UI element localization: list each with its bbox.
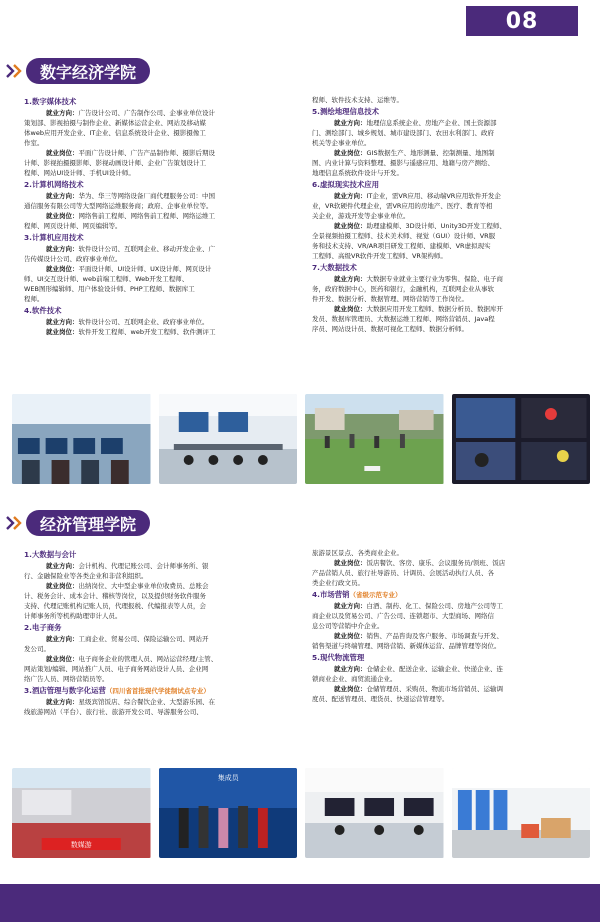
- logistics-warehouse-photo: [452, 768, 591, 858]
- text-line: [312, 95, 584, 105]
- text-line: [24, 634, 296, 644]
- field-text: 工程师、高级VR软件开发工程师、VR架构师。: [312, 252, 447, 260]
- program-heading: [24, 232, 296, 244]
- field-text: 门、测绘部门、城乡规划、城市建设部门、农田水利部门、政府: [312, 129, 494, 137]
- text-line: [24, 158, 296, 168]
- field-text: 平面设计师、UI设计师、UX设计师、网页设计: [78, 265, 212, 273]
- program-heading: [24, 96, 296, 108]
- field-text: 计、税务会计、成本会计、稽核等岗位，以及提供财务软件服务: [24, 592, 206, 600]
- text-line: [24, 211, 296, 221]
- program-heading: [24, 685, 296, 697]
- text-line: [312, 548, 584, 558]
- field-text: 销售、产品咨询及客户服务、市场调查与开发、: [366, 632, 503, 640]
- field-label: 就业岗位：: [46, 655, 79, 663]
- text-line: [312, 118, 584, 128]
- field-text: 息公司等营销中介企业。: [312, 622, 384, 630]
- program-heading: [24, 179, 296, 191]
- field-text: 地理信息系统企业、房地产企业、国土资源部: [366, 119, 497, 127]
- field-text: 大数据应用开发工程师、数据分析员、数据库开: [366, 305, 503, 313]
- field-label: 就业方向：: [46, 192, 79, 200]
- section-header-digital-economy: [0, 56, 150, 86]
- field-label: 就业岗位：: [46, 149, 79, 157]
- field-text: 件开发、数据分析、数据管理、网络营销等工作岗位。: [312, 295, 468, 303]
- group-outdoor-photo: [12, 768, 151, 858]
- field-label: 就业方向：: [334, 119, 367, 127]
- field-label: 就业岗位：: [334, 559, 367, 567]
- text-line: [312, 284, 584, 294]
- text-line: [312, 191, 584, 201]
- text-line: [312, 304, 584, 314]
- program-heading: [312, 106, 584, 118]
- field-label: 就业方向：: [46, 109, 79, 117]
- text-line: [312, 578, 584, 588]
- program-name: 5.测绘地理信息技术: [312, 107, 380, 116]
- ceremony-stage-photo: [159, 768, 298, 858]
- program-name: 5.现代物流管理: [312, 653, 365, 662]
- field-label: 就业方向：: [334, 275, 367, 283]
- field-text: 体web应用开发企业、IT企业、信息系统设计企业、摄影摄像工: [24, 129, 206, 137]
- text-line: [24, 571, 296, 581]
- field-text: 务和技术支持、VR/AR项目研发工程师、建模师、VR虚拟现实: [312, 242, 491, 250]
- text-line: [312, 601, 584, 611]
- field-text: 程师。: [24, 295, 44, 303]
- text-line: [312, 674, 584, 684]
- field-text: 大数据专业就业主要行业为零售、保险、电子商: [366, 275, 503, 283]
- field-text: 电子商务企业的管理人员、网站运营经理/主管、: [78, 655, 218, 663]
- double-chevron-icon: [6, 513, 26, 533]
- drone-field-photo: [305, 394, 444, 484]
- program-name: 4.软件技术: [24, 306, 62, 315]
- text-line: [312, 558, 584, 568]
- text-line: [24, 168, 296, 178]
- program-heading: [312, 179, 584, 191]
- section-title: 数字经济学院: [26, 58, 150, 84]
- field-text: IT企业，需VR应用、移动端VR应用软件开发企: [366, 192, 501, 200]
- field-text: 商企业以及贸易公司、广告公司、连锁超市、大型商场、网络信: [312, 612, 494, 620]
- field-text: 线旅游网站（平台）、旅行社、旅游开发公司、导游服务公司、: [24, 708, 203, 716]
- program-name: 2.电子商务: [24, 623, 62, 632]
- section2-left-column: [24, 548, 296, 717]
- text-line: [312, 694, 584, 704]
- program-heading: [312, 262, 584, 274]
- field-text: 络广告人员、网络营销员等。: [24, 675, 109, 683]
- field-text: 师、UI交互设计师、web前端工程师、Web开发工程师、: [24, 275, 189, 283]
- field-text: 旅游景区景点、各类商业企业。: [312, 549, 403, 557]
- field-text: 软件设计公司、互联网企业、移动开发企业、广: [78, 245, 215, 253]
- text-line: [24, 284, 296, 294]
- field-text: 通信服务有限公司等大型网络运维服务商；政府、企事业单位等。: [24, 202, 213, 210]
- field-text: 策划部、影视拍摄与制作企业、新媒体运营企业、网站及移动媒: [24, 119, 206, 127]
- stage-text: 集成员: [217, 773, 239, 783]
- text-line: [24, 138, 296, 148]
- field-text: 华为、华三等网络设备厂商代理服务公司：中国: [78, 192, 215, 200]
- field-text: 仓储企业、配送企业、运输企业、快递企业、连: [366, 665, 503, 673]
- field-text: 度员、配送管理员、理货员、快递运营管理等。: [312, 695, 449, 703]
- field-text: 出纳岗位、大中型企事业单位收费员、总账会: [78, 582, 209, 590]
- program-heading: [312, 589, 584, 601]
- text-line: [312, 241, 584, 251]
- field-text: 发公司。: [24, 645, 50, 653]
- section2-right-column: [312, 548, 584, 704]
- text-line: [24, 654, 296, 664]
- computer-lab-photo: [12, 394, 151, 484]
- text-line: [312, 211, 584, 221]
- footer-bar: [0, 884, 600, 922]
- text-line: [24, 191, 296, 201]
- field-label: 就业岗位：: [46, 328, 79, 336]
- text-line: [312, 231, 584, 241]
- text-line: [312, 274, 584, 284]
- classroom-photo: [159, 394, 298, 484]
- program-name: 3.酒店管理与数字化运营: [24, 686, 106, 695]
- field-label: 就业方向：: [334, 602, 367, 610]
- text-line: [24, 664, 296, 674]
- field-label: 就业岗位：: [334, 305, 367, 313]
- top-bar: [0, 0, 600, 34]
- field-text: 支持、代理记账机构记账人员，代理报税、代编报表等人员，会: [24, 602, 206, 610]
- text-line: [24, 128, 296, 138]
- field-text: 程师、网页设计师、网页编辑等。: [24, 222, 122, 230]
- field-text: 网络售前工程师、网络售前工程师、网络运维工: [78, 212, 215, 220]
- field-text: 机关等企事业单位。: [312, 139, 371, 147]
- field-text: 序员、网站设计员、数据可视化工程师、数据分析师。: [312, 325, 468, 333]
- field-text: 行、金融保险业等各类企业和非营利组织。: [24, 572, 148, 580]
- field-text: 星级宾馆饭店、综合餐饮企业、大型游乐园、在: [78, 698, 215, 706]
- program-name: 1.数字媒体技术: [24, 97, 77, 106]
- text-line: [24, 601, 296, 611]
- program-heading: [312, 652, 584, 664]
- text-line: [312, 568, 584, 578]
- text-line: [24, 264, 296, 274]
- text-line: [312, 148, 584, 158]
- field-label: 就业岗位：: [334, 632, 367, 640]
- field-label: 就业方向：: [46, 245, 79, 253]
- text-line: [312, 294, 584, 304]
- field-label: 就业方向：: [46, 698, 79, 706]
- text-line: [312, 611, 584, 621]
- field-label: 就业岗位：: [46, 212, 79, 220]
- text-line: [24, 561, 296, 571]
- field-text: WEB图形编辑师、用户体验设计师、PHP工程师、数据库工: [24, 285, 195, 293]
- text-line: [24, 201, 296, 211]
- field-text: 平面广告设计师、广告产品制作师、摄影后期设: [78, 149, 215, 157]
- photo-row-digital-economy: [12, 394, 590, 484]
- section1-left-column: [24, 95, 296, 337]
- section-header-economic-management: [0, 508, 150, 538]
- text-line: [312, 664, 584, 674]
- field-text: 计师、影视拍摄摄影师、影视动画设计师、企业广告策划设计工: [24, 159, 206, 167]
- text-line: [312, 314, 584, 324]
- text-line: [24, 274, 296, 284]
- text-line: [24, 674, 296, 684]
- text-line: [24, 327, 296, 337]
- field-text: 务，政府数据中心，医药和银行，金融机构，互联网企业从事软: [312, 285, 494, 293]
- field-text: 饭店餐饮、客房、康乐、会议服务员/领班、饭店: [366, 559, 506, 567]
- program-note: （四川省首批现代学徒制试点专业）: [105, 687, 210, 695]
- field-text: 白酒、制药、化工、保险公司、房地产公司等工: [366, 602, 503, 610]
- field-label: 就业岗位：: [334, 149, 367, 157]
- text-line: [24, 317, 296, 327]
- field-text: 锁商业企业、商贸流通企业。: [312, 675, 397, 683]
- text-line: [24, 707, 296, 717]
- text-line: [312, 684, 584, 694]
- text-line: [312, 201, 584, 211]
- text-line: [24, 581, 296, 591]
- program-name: 6.虚拟现实技术应用: [312, 180, 380, 189]
- page-number: 08: [466, 6, 578, 36]
- field-label: 就业岗位：: [46, 582, 79, 590]
- program-name: 4.市场营销: [312, 590, 350, 599]
- text-line: [24, 118, 296, 128]
- text-line: [24, 148, 296, 158]
- section-title: 经济管理学院: [26, 510, 150, 536]
- vr-lab-photo: [452, 394, 591, 484]
- text-line: [24, 611, 296, 621]
- text-line: [312, 621, 584, 631]
- field-text: 程师、软件技术支持、运维等。: [312, 96, 403, 104]
- field-label: 就业方向：: [334, 665, 367, 673]
- program-name: 7.大数据技术: [312, 263, 357, 272]
- text-line: [312, 158, 584, 168]
- field-text: 软件设计公司、互联网企业、政府事业单位。: [78, 318, 209, 326]
- text-line: [24, 244, 296, 254]
- photo-row-economic-management: [12, 768, 590, 858]
- text-line: [24, 108, 296, 118]
- program-name: 3.计算机应用技术: [24, 233, 84, 242]
- banner-text: 数媒游: [70, 840, 92, 850]
- field-text: 作室。: [24, 139, 44, 147]
- text-line: [312, 251, 584, 261]
- program-name: 1.大数据与会计: [24, 550, 77, 559]
- field-text: 发员、数据库管理员、大数据运维工程师、网络营销员、Java程: [312, 315, 495, 323]
- field-text: 软件开发工程师、web开发工程师、软件测评工: [78, 328, 216, 336]
- double-chevron-icon: [6, 61, 26, 81]
- program-heading: [24, 549, 296, 561]
- program-heading: [24, 622, 296, 634]
- text-line: [312, 631, 584, 641]
- office-training-photo: [305, 768, 444, 858]
- text-line: [312, 168, 584, 178]
- field-label: 就业岗位：: [334, 222, 367, 230]
- field-label: 就业方向：: [46, 635, 79, 643]
- text-line: [24, 294, 296, 304]
- section1-right-column: [312, 95, 584, 334]
- text-line: [24, 697, 296, 707]
- field-text: 全景视频拍摄工程师、技术美术师、视觉（GUI）设计师、VR服: [312, 232, 496, 240]
- text-line: [312, 128, 584, 138]
- field-text: 工商企业、贸易公司、保险运输公司、网站开: [78, 635, 209, 643]
- field-text: 类企业行政文员。: [312, 579, 364, 587]
- field-label: 就业岗位：: [46, 265, 79, 273]
- field-text: 广告设计公司、广告制作公司、企事业单位设计: [78, 109, 215, 117]
- field-text: 图、内业计算与资料整理、摄影与遥感应用、地籍与房产测绘、: [312, 159, 494, 167]
- field-text: 产品营销人员、旅行社导游员、计调员、会展活动执行人员、各: [312, 569, 494, 577]
- text-line: [312, 641, 584, 651]
- field-text: 告传媒设计公司、政府事业单位。: [24, 255, 122, 263]
- text-line: [24, 644, 296, 654]
- field-text: 会计机构、代理记账公司、会计师事务所、银: [78, 562, 209, 570]
- field-label: 就业岗位：: [334, 685, 367, 693]
- text-line: [24, 221, 296, 231]
- field-text: 业，VR软硬件代理企业，需VR应用的房地产、医疗、教育等相: [312, 202, 493, 210]
- field-text: 计师事务所等机构助理审计人员。: [24, 612, 122, 620]
- field-text: 地理信息系统软件设计与开发。: [312, 169, 403, 177]
- text-line: [24, 254, 296, 264]
- text-line: [312, 221, 584, 231]
- field-text: 网站策划/编辑、网站推广人员、电子商务网站设计人员、企业网: [24, 665, 209, 673]
- program-heading: [24, 305, 296, 317]
- text-line: [312, 324, 584, 334]
- field-text: 销售渠道与终端管理、网络营销、新媒体运营、品牌管理等岗位。: [312, 642, 501, 650]
- text-line: [24, 591, 296, 601]
- field-label: 就业方向：: [46, 318, 79, 326]
- field-label: 就业方向：: [46, 562, 79, 570]
- program-name: 2.计算机网络技术: [24, 180, 84, 189]
- field-text: 关企业，游戏开发等企事业单位。: [312, 212, 410, 220]
- field-text: GIS数据生产、地形测量、控制测量、地图制: [366, 149, 495, 157]
- field-text: 仓储管理员、采购员、物流市场营销员、运输调: [366, 685, 503, 693]
- field-text: 助理建模师、3D设计师、Unity3D开发工程师、: [366, 222, 506, 230]
- field-text: 程师、网站UI设计师、手机UI设计师。: [24, 169, 135, 177]
- field-label: 就业方向：: [334, 192, 367, 200]
- program-note: （省级示范专业）: [349, 591, 402, 599]
- text-line: [312, 138, 584, 148]
